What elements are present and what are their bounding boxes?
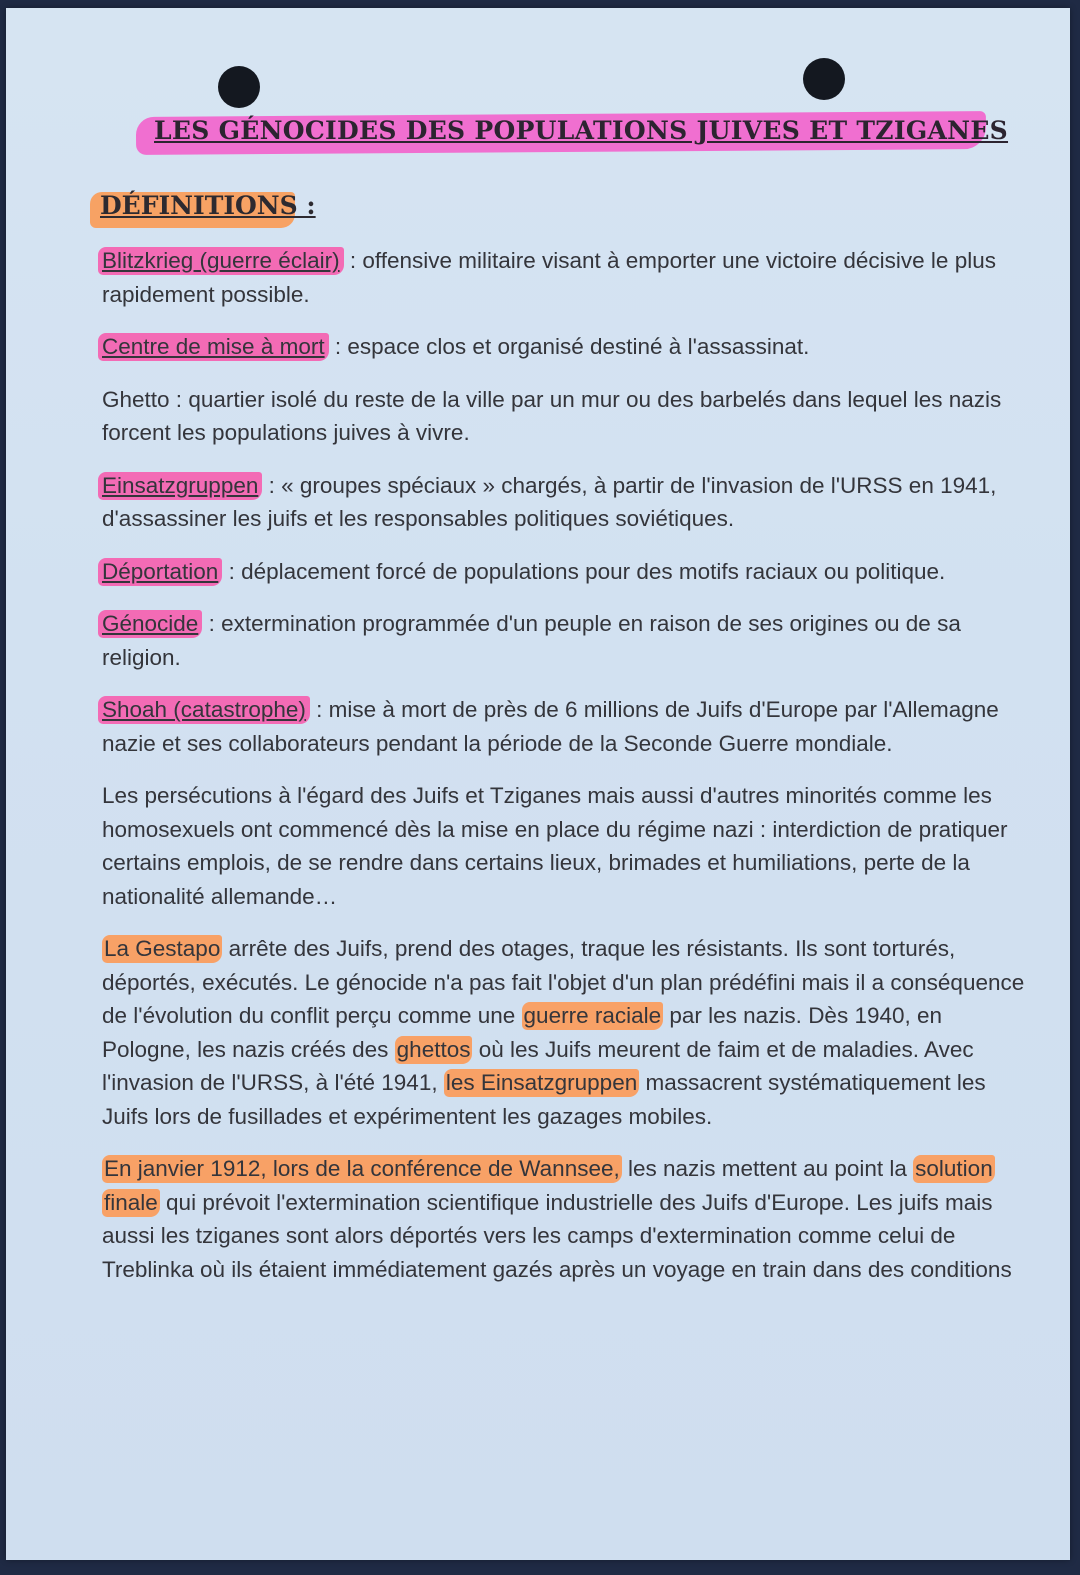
separator: : [262,472,282,498]
definition-text: extermination programmée d'un peuple en raison de ses origines ou de sa religion. [102,611,961,670]
term-blitzkrieg: Blitzkrieg (guerre éclair) [98,247,344,275]
definition-ghetto [102,383,1032,450]
separator: : [343,248,363,273]
definition-genocide [102,607,1032,674]
term-ghetto: Ghetto [102,386,170,412]
definition-centre-mise-a-mort [102,330,1032,364]
term-deportation: Déportation [98,558,222,586]
definition-text: déplacement forcé de populations pour des motifs raciaux ou politique. [241,558,946,584]
term-genocide: Génocide [98,610,202,638]
punch-hole-right [803,58,845,100]
title-block [136,106,1009,156]
paragraph-gestapo [102,932,1032,1133]
note-sheet [6,8,1070,1560]
paragraph-persecutions: Les persécutions à l'égard des Juifs et Tziganes mais aussi d'autres minorités comme les homosexuels ont commencé dès la mise en place du régime nazi : interdiction de pratiquer certains emplois, de se rendre dans certains lieux, brimades et humiliations, perte de la nationalité allemande… [102,783,1008,909]
paragraph-text: par les nazis. Dès 1940, en Pologne, les nazis créés des [102,1003,943,1062]
definition-text: « groupes spéciaux » chargés, à partir de l'invasion de l'URSS en 1941, d'assassiner les juifs et les responsables politiques soviétiques. [102,472,997,531]
separator: : [169,386,189,412]
definition-text: espace clos et organisé destiné à l'assassinat. [347,334,810,359]
highlight-einsatzgruppen: les Einsatzgruppen [445,1070,638,1095]
definition-text: offensive militaire visant à emporter une victoire décisive le plus rapidement possible. [102,248,996,307]
definitions-heading: DÉFINITIONS : [100,191,316,220]
paragraph-wannsee [102,1152,1032,1286]
definition-text: quartier isolé du reste de la ville par un mur ou des barbelés dans lequel les nazis forcent les populations juives à vivre. [102,386,1002,445]
page-title: LES GÉNOCIDES DES POPULATIONS JUIVES ET TZIGANES [154,116,1009,145]
term-centre-mise-a-mort: Centre de mise à mort [98,333,329,361]
highlight-solution-finale: solution finale [104,1156,993,1215]
paragraph-text: les nazis mettent au point la [621,1156,914,1181]
separator: : [202,611,222,636]
separator: : [328,334,348,359]
separator: : [309,697,329,722]
definition-deportation [102,555,1032,589]
highlight-ghettos: ghettos [396,1036,471,1062]
highlight-guerre-raciale: guerre raciale [523,1003,662,1028]
punch-hole-left [218,66,260,108]
notes-body [102,244,1032,1305]
highlight-gestapo: La Gestapo [104,936,221,961]
paragraph-text: massacrent systématiquement les Juifs lors de fusillades et expérimentent les gazages mobiles. [102,1070,986,1129]
term-einsatzgruppen: Einsatzgruppen [98,472,262,500]
definition-shoah [102,693,1032,760]
definition-blitzkrieg [102,244,1032,311]
paragraph-text: qui prévoit l'extermination scientifique industrielle des Juifs d'Europe. Les juifs mais aussi les tziganes sont alors déportés vers les camps d'extermination comme celui de Treblinka où ils étaient immédiatement gazés après un voyage en train dans des conditions [102,1189,1012,1282]
definition-einsatzgruppen [102,469,1032,536]
paragraph-text: arrête des Juifs, prend des otages, traque les résistants. Ils sont torturés, déportés, exécutés. Le génocide n'a pas fait l'objet d'un plan prédéfini mais il a conséquence de l'évolution du conflit perçu comme une [102,936,1025,1028]
separator: : [222,558,242,584]
term-shoah: Shoah (catastrophe) [98,696,310,724]
highlight-wannsee: En janvier 1912, lors de la conférence de Wannsee, [104,1156,620,1181]
definition-text: mise à mort de près de 6 millions de Juifs d'Europe par l'Allemagne nazie et ses collaborateurs pendant la période de la Seconde Guerre mondiale. [102,697,999,756]
paragraph-text: où les Juifs meurent de faim et de maladies. Avec l'invasion de l'URSS, à l'été 1941, [102,1036,974,1095]
